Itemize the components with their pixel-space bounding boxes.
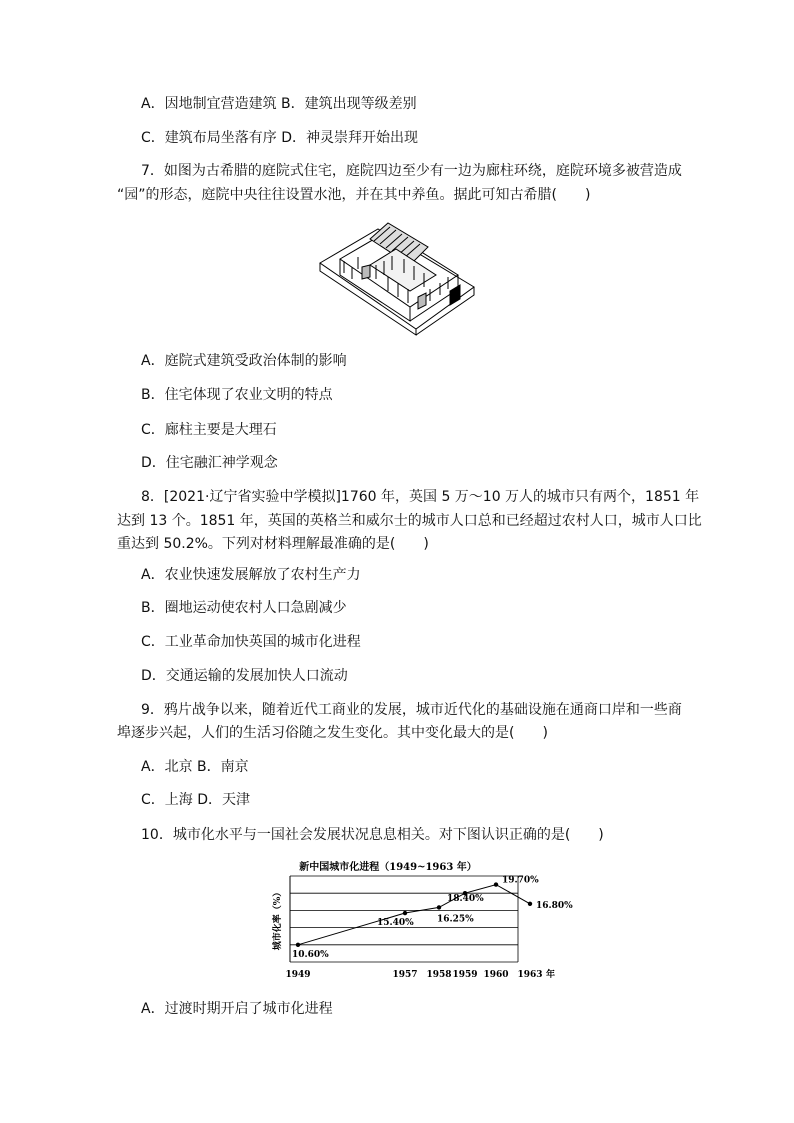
- chart-data-label: 16.80%: [536, 900, 573, 911]
- urbanization-line-chart: [268, 856, 573, 982]
- q9-stem-line1: 9．鸦片战争以来，随着近代工商业的发展，城市近代化的基础设施在通商口岸和一些商: [141, 702, 682, 718]
- chart-data-label: 10.60%: [292, 949, 329, 960]
- chart-data-label: 16.25%: [437, 914, 474, 925]
- q10-stem: 10．城市化水平与一国社会发展状况息息相关。对下图认识正确的是( ): [141, 827, 604, 843]
- chart-point: [296, 943, 300, 947]
- q8-option-c: C．工业革命加快英国的城市化进程: [141, 634, 361, 650]
- chart-axis-labels: [271, 888, 555, 980]
- q9-options-cd: C．上海 D．天津: [141, 792, 251, 808]
- q10-option-a: A．过渡时期开启了城市化进程: [141, 1001, 333, 1017]
- q8-option-a: A．农业快速发展解放了农村生产力: [141, 567, 361, 583]
- q8-option-b: B．圈地运动使农村人口急剧减少: [141, 600, 347, 616]
- courtyard-house-figure: [318, 217, 476, 335]
- chart-series-line: [298, 885, 530, 945]
- q9-stem-line2: 埠逐步兴起，人们的生活习俗随之发生变化。其中变化最大的是( ): [117, 725, 548, 741]
- chart-point: [437, 905, 441, 909]
- q7-stem-line2: “园”的形态，庭院中央往往设置水池，并在其中养鱼。据此可知古希腊( ): [117, 187, 591, 203]
- q8-stem-line3: 重达到 50.2%。下列对材料理解最准确的是( ): [117, 536, 429, 552]
- chart-x-tick-label: 1957: [392, 970, 418, 980]
- chart-point: [403, 911, 407, 915]
- chart-x-tick-label: 1959: [452, 970, 478, 980]
- q6-options-cd: C．建筑布局坐落有序 D．神灵崇拜开始出现: [141, 130, 419, 146]
- q7-option-c: C．廊柱主要是大理石: [141, 422, 277, 438]
- chart-x-tick-label: 1958: [426, 970, 452, 980]
- chart-point: [528, 902, 532, 906]
- q7-option-a: A．庭院式建筑受政治体制的影响: [141, 353, 347, 369]
- q9-options-ab: A．北京 B．南京: [141, 759, 249, 775]
- q8-stem-line1: 8．[2021·辽宁省实验中学模拟]1760 年，英国 5 万～10 万人的城市只有两个，1851 年: [141, 489, 700, 505]
- chart-y-axis-label: 城市化率（%）: [273, 887, 283, 951]
- chart-x-unit: 年: [546, 970, 556, 980]
- q8-stem-line2: 达到 13 个。1851 年，英国的英格兰和威尔士的城市人口总和已经超过农村人口，城市人口比: [117, 513, 702, 529]
- chart-point: [494, 882, 498, 886]
- chart-data-labels: [292, 876, 573, 960]
- chart-data-label: 18.40%: [447, 894, 484, 905]
- q6-options-ab: A．因地制宜营造建筑 B．建筑出现等级差别: [141, 96, 417, 112]
- chart-x-tick-label: 1960: [483, 970, 509, 980]
- q8-option-d: D．交通运输的发展加快人口流动: [141, 668, 348, 684]
- q7-option-b: B．住宅体现了农业文明的特点: [141, 387, 333, 403]
- chart-title: 新中国城市化进程（1949~1963 年）: [299, 862, 477, 873]
- q7-stem-line1: 7．如图为古希腊的庭院式住宅，庭院四边至少有一边为廊柱环绕，庭院环境多被营造成: [141, 163, 682, 179]
- chart-data-label: 19.70%: [502, 875, 539, 886]
- q7-option-d: D．住宅融汇神学观念: [141, 455, 278, 471]
- chart-points: [296, 882, 532, 947]
- chart-x-tick-label: 1949: [285, 970, 311, 980]
- chart-x-tick-label: 1963: [517, 970, 543, 980]
- chart-data-label: 15.40%: [377, 918, 414, 929]
